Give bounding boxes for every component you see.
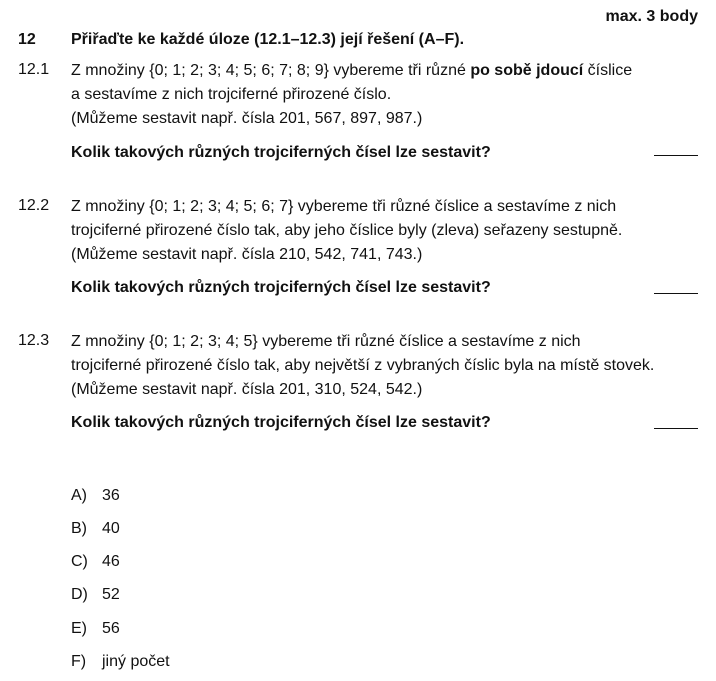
subtask-text-line-1 — [71, 59, 632, 83]
option-letter: D) — [71, 586, 88, 603]
subtask-number: 12.2 — [18, 197, 50, 214]
subtask-text-part: číslice — [583, 62, 633, 79]
subtask-text-line-1: Z množiny {0; 1; 2; 3; 4; 5; 6; 7} vybereme tři různé číslice a sestavíme z nich — [71, 198, 617, 215]
option-letter: F) — [71, 653, 87, 670]
subtask-text-line-2: a sestavíme z nich trojciferné přirozené číslo. — [71, 86, 392, 103]
answer-blank[interactable] — [654, 155, 698, 156]
subtask-number: 12.3 — [18, 332, 50, 349]
subtask-question: Kolik takových různých trojciferných čísel lze sestavit? — [71, 414, 491, 431]
subtask-text-line-2: trojciferné přirozené číslo tak, aby největší z vybraných číslic byla na místě stovek. — [71, 357, 655, 374]
task-number: 12 — [18, 31, 36, 48]
option-letter: E) — [71, 620, 87, 637]
subtask-question: Kolik takových různých trojciferných čísel lze sestavit? — [71, 279, 491, 296]
subtask-text-emphasis: po sobě jdoucí — [470, 62, 584, 79]
task-instruction: Přiřaďte ke každé úloze (12.1–12.3) její řešení (A–F). — [71, 31, 465, 48]
option-value: 36 — [102, 487, 120, 504]
option-letter: A) — [71, 487, 87, 504]
subtask-example-line: (Můžeme sestavit např. čísla 201, 310, 524, 542.) — [71, 381, 423, 398]
subtask-text-part: Z množiny {0; 1; 2; 3; 4; 5; 6; 7; 8; 9} vybereme tři různé — [71, 62, 471, 79]
subtask-text-line-2: trojciferné přirozené číslo tak, aby jeho číslice byly (zleva) seřazeny sestupně. — [71, 222, 623, 239]
answer-blank[interactable] — [654, 293, 698, 294]
option-value: 40 — [102, 520, 120, 537]
option-value: 46 — [102, 553, 120, 570]
subtask-example-line: (Můžeme sestavit např. čísla 210, 542, 741, 743.) — [71, 246, 423, 263]
subtask-example-line: (Můžeme sestavit např. čísla 201, 567, 897, 987.) — [71, 110, 423, 127]
max-points-label: max. 3 body — [605, 8, 698, 25]
answer-blank[interactable] — [654, 428, 698, 429]
subtask-text-line-1: Z množiny {0; 1; 2; 3; 4; 5} vybereme tři různé číslice a sestavíme z nich — [71, 333, 581, 350]
subtask-question: Kolik takových různých trojciferných čísel lze sestavit? — [71, 144, 491, 161]
option-letter: C) — [71, 553, 88, 570]
option-value: 56 — [102, 620, 120, 637]
option-value: 52 — [102, 586, 120, 603]
option-value: jiný počet — [102, 653, 170, 670]
option-letter: B) — [71, 520, 87, 537]
subtask-number: 12.1 — [18, 61, 50, 78]
